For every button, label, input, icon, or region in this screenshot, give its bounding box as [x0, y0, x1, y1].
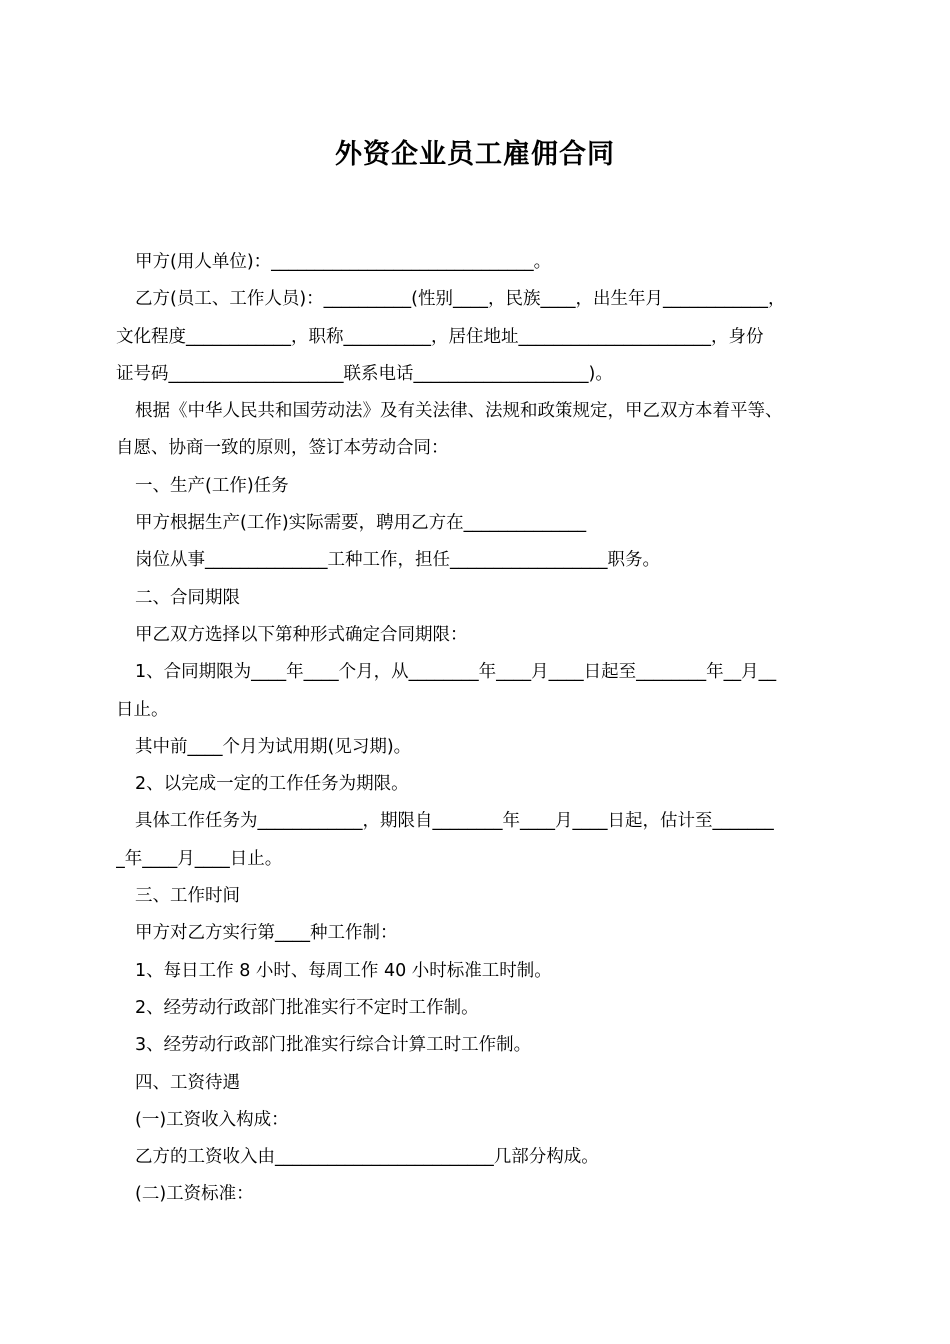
text-line: 1、合同期限为____年____个月，从________年____月____日起至________年__月__ [135, 662, 777, 683]
text-line: 3、经劳动行政部门批准实行综合计算工时工作制。 [135, 1035, 532, 1056]
document-title: 外资企业员工雇佣合同 [335, 139, 615, 170]
text-line: 2、以完成一定的工作任务为期限。 [135, 774, 409, 795]
section-heading: 三、工作时间 [135, 886, 240, 907]
section-heading: 四、工资待遇 [135, 1072, 240, 1093]
text-line: 甲方对乙方实行第____种工作制： [135, 923, 398, 944]
text-line: 其中前____个月为试用期(见习期)。 [135, 736, 412, 757]
text-line: 2、经劳动行政部门批准实行不定时工作制。 [135, 997, 479, 1018]
subsection-heading: (一)工资收入构成： [135, 1109, 289, 1130]
text-line: 证号码____________________联系电话____________________)。 [116, 363, 613, 384]
section-heading: 一、生产(工作)任务 [135, 475, 289, 496]
text-line: 文化程度____________，职称__________，居住地址______________________，身份 [116, 326, 764, 347]
text-line: _年____月____日止。 [116, 848, 283, 869]
text-line: 岗位从事______________工种工作，担任__________________职务。 [135, 550, 660, 571]
text-line: 1、每日工作 8 小时、每周工作 40 小时标准工时制。 [135, 960, 552, 981]
section-heading: 二、合同期限 [135, 587, 240, 608]
text-line: 甲方根据生产(工作)实际需要，聘用乙方在______________ [135, 513, 587, 534]
text-line: 自愿、协商一致的原则，签订本劳动合同： [116, 438, 449, 459]
subsection-heading: (二)工资标准： [135, 1184, 254, 1205]
text-line: 甲方(用人单位)：______________________________。 [135, 252, 552, 272]
text-line: 乙方的工资收入由_________________________几部分构成。 [135, 1147, 599, 1168]
document-body [116, 244, 840, 1214]
text-line: 具体工作任务为____________，期限自________年____月____日起，估计至_______ [135, 811, 774, 832]
text-line: 根据《中华人民共和国劳动法》及有关法律、法规和政策规定，甲乙双方本着平等、 [135, 401, 783, 422]
text-line: 甲乙双方选择以下第种形式确定合同期限： [135, 624, 468, 645]
text-line: 乙方(员工、工作人员)：__________(性别____，民族____，出生年月____________， [135, 289, 786, 310]
text-line: 日止。 [116, 699, 169, 720]
